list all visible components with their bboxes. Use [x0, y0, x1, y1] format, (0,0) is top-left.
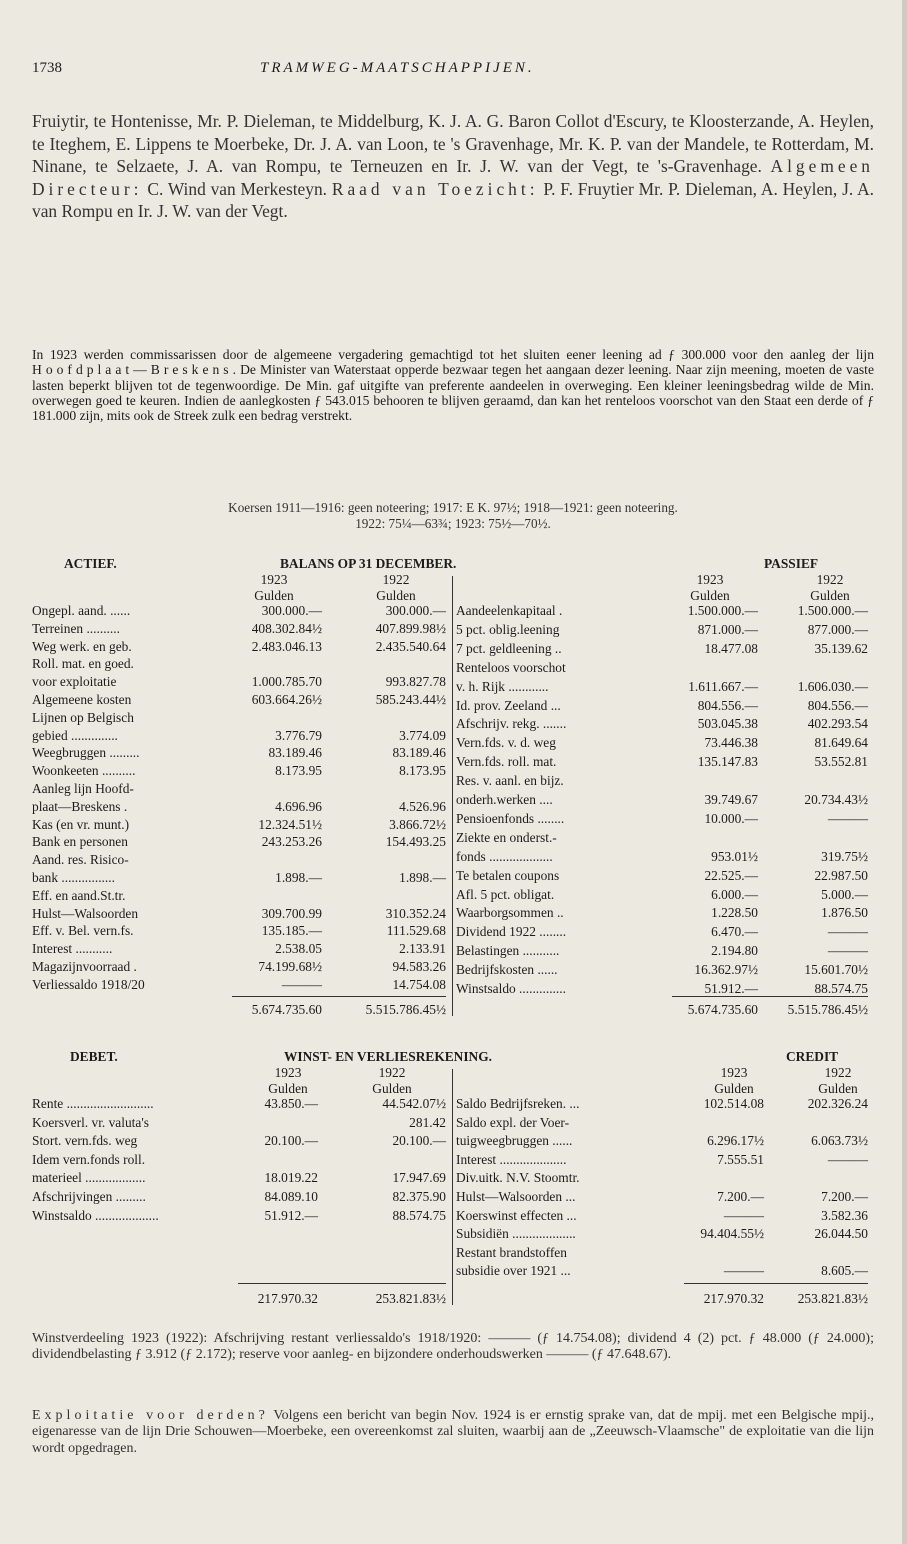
debet-value-b: 82.375.90	[392, 1189, 446, 1204]
actief-value-b: 585.243.44½	[375, 692, 446, 707]
passief-label: Belastingen ...........	[456, 943, 560, 959]
credit-label: Saldo expl. der Voer-	[456, 1114, 570, 1130]
actief-label: Interest ...........	[32, 941, 113, 957]
credit-value-a: 102.514.08	[703, 1096, 764, 1111]
passief-row	[456, 660, 868, 676]
passief-value-a: 503.045.38	[697, 716, 758, 732]
passief-label: Winstsaldo ..............	[456, 981, 566, 996]
debet-value-a: 20.100.—	[264, 1133, 318, 1149]
actief-value-a: 3.776.79	[275, 727, 322, 743]
passief-value-b: ———	[827, 943, 868, 959]
page-edge	[902, 0, 907, 1544]
credit-value-b: ———	[827, 1151, 868, 1167]
loan-note-text-b: . De Minister van Waterstaat opperde bezwaar tegen het aangaan dezer leening. Naar zijn meening, moeten de vaste lasten beperkt blijven tot de tegenwoordige. De Min. gaf uitgifte van preferente aandeelen in overweging. Een kleiner leeningsbedrag wilde de Min. overwegen goed te keuren. Indien de aanlegkosten ƒ 543.015 behooren te blijven geraamd, dan kan het renteloos voorschot van den Staat een derde of ƒ 181.000 zijn, mits ook de Streek zulk een bedrag verstrekt.	[32, 362, 874, 424]
passief-value-b: 81.649.64	[814, 735, 868, 751]
actief-value-a: 74.199.68½	[258, 959, 322, 974]
exploitation-label: Exploitatie voor derden?	[32, 1408, 269, 1423]
passief-label: v. h. Rijk ............	[456, 678, 549, 694]
pl-divider	[452, 1069, 453, 1305]
passief-row	[456, 887, 868, 903]
actief-value-a: 135.185.—	[261, 923, 322, 939]
passief-label: fonds ...................	[456, 848, 553, 864]
credit-value-b: 6.063.73½	[811, 1133, 868, 1149]
actief-row	[32, 959, 446, 975]
passief-label: 5 pct. oblig.leening	[456, 621, 560, 637]
passief-label: Vern.fds. v. d. weg	[456, 735, 556, 751]
credit-label: Koerswinst effecten ...	[456, 1207, 577, 1223]
balance-passief-year-a: 1923	[696, 572, 724, 587]
actief-label: Lijnen op Belgisch	[32, 709, 134, 725]
supervisory-text: P. F. Fruytier Mr. P. Dieleman, A. Heylen, J. A. van Rompu en Ir. J. W. van der Vegt.	[32, 178, 874, 222]
balance-actief-year-a: 1923	[260, 572, 288, 587]
credit-row	[456, 1263, 868, 1279]
loan-note	[32, 347, 874, 423]
debet-value-a: 18.019.22	[264, 1170, 318, 1186]
supervisory-label: Raad van Toezicht:	[331, 178, 539, 199]
passief-value-b: 15.601.70½	[804, 962, 868, 978]
credit-label: Subsidiën ...................	[456, 1226, 576, 1242]
debet-value-b: 88.574.75	[392, 1207, 446, 1223]
pl-right-title: CREDIT	[786, 1049, 839, 1064]
credit-row	[456, 1096, 868, 1112]
passief-row	[456, 641, 868, 657]
pl-credit-unit-b: Gulden	[818, 1081, 858, 1096]
actief-label: gebied ..............	[32, 727, 118, 743]
passief-row	[456, 943, 868, 959]
balance-rule-left	[232, 996, 446, 997]
balance-right-title: PASSIEF	[764, 556, 819, 571]
actief-value-b: 2.133.91	[399, 941, 446, 957]
balance-total-passief-a: 5.674.735.60	[687, 1002, 758, 1017]
passief-row	[456, 735, 868, 751]
balance-divider	[452, 576, 453, 1016]
pl-credit-unit-a: Gulden	[714, 1081, 754, 1096]
passief-value-b: 402.293.54	[807, 716, 868, 732]
actief-row	[32, 799, 446, 815]
credit-row	[456, 1152, 868, 1168]
passief-row	[456, 924, 868, 940]
actief-value-a: 4.696.96	[275, 798, 322, 814]
actief-row	[32, 870, 446, 886]
passief-value-b: 319.75½	[821, 848, 868, 864]
debet-label: Afschrijvingen .........	[32, 1189, 146, 1204]
actief-value-a: 408.302.84½	[251, 620, 322, 636]
passief-label: Afschrijv. rekg. .......	[456, 716, 567, 732]
debet-label: Stort. vern.fds. weg	[32, 1133, 138, 1149]
profit-loss-account	[32, 1049, 874, 1319]
actief-row	[32, 817, 446, 833]
pl-total-debet-a: 217.970.32	[257, 1291, 318, 1306]
credit-label: Saldo Bedrijfsreken. ...	[456, 1096, 580, 1111]
actief-label: Bank en personen	[32, 834, 128, 850]
pl-total-credit-a: 217.970.32	[703, 1291, 764, 1306]
debet-value-a: 51.912.—	[264, 1207, 318, 1223]
passief-value-a: 953.01½	[711, 848, 758, 864]
loan-note-text-a: In 1923 werden commissarissen door de algemeene vergadering gemachtigd tot het sluiten eener leening ad ƒ 300.000 voor den aanleg der lijn	[32, 347, 874, 362]
passief-label: Te betalen coupons	[456, 867, 560, 883]
passief-value-b: 53.552.81	[814, 754, 868, 770]
passief-row	[456, 603, 868, 619]
passief-value-a: 871.000.—	[697, 621, 758, 637]
debet-row	[32, 1133, 446, 1149]
debet-row	[32, 1096, 446, 1112]
debet-row	[32, 1208, 446, 1224]
pl-credit-year-b: 1922	[824, 1065, 852, 1080]
passief-value-a: 1.500.000.—	[687, 603, 758, 618]
passief-label: Bedrijfskosten ......	[456, 962, 558, 978]
passief-value-a: 51.912.—	[704, 981, 758, 996]
passief-label: Renteloos voorschot	[456, 659, 566, 675]
actief-row	[32, 923, 446, 939]
passief-row	[456, 792, 868, 808]
passief-value-a: 1.611.667.—	[688, 678, 758, 694]
actief-row	[32, 603, 446, 619]
passief-label: Dividend 1922 ........	[456, 924, 567, 940]
actief-label: Weegbruggen .........	[32, 745, 140, 761]
running-title: TRAMWEG-MAATSCHAPPIJEN.	[260, 60, 535, 76]
quotations	[32, 500, 874, 532]
passief-value-a: 22.525.—	[704, 867, 758, 883]
actief-row	[32, 710, 446, 726]
actief-row	[32, 745, 446, 761]
passief-label: Waarborgsommen ..	[456, 905, 564, 921]
passief-row	[456, 868, 868, 884]
balance-title: BALANS OP 31 DECEMBER.	[280, 556, 457, 571]
debet-value-a: 84.089.10	[264, 1189, 318, 1204]
passief-value-b: 877.000.—	[807, 621, 868, 637]
actief-value-a: 2.538.05	[275, 941, 322, 957]
pl-title: WINST- EN VERLIESREKENING.	[284, 1049, 492, 1064]
credit-value-a: ———	[723, 1207, 764, 1223]
credit-row	[456, 1115, 868, 1131]
pl-total-debet-b: 253.821.83½	[375, 1291, 446, 1306]
actief-label: Ongepl. aand. ......	[32, 603, 131, 618]
passief-value-b: 22.987.50	[814, 867, 868, 883]
passief-value-b: 804.556.—	[807, 697, 868, 713]
credit-label: subsidie over 1921 ...	[456, 1263, 571, 1279]
actief-label: Weg werk. en geb.	[32, 638, 132, 654]
actief-value-a: 1.000.785.70	[251, 674, 322, 690]
quotations-line-1: Koersen 1911—1916: geen noteering; 1917: E K. 97½; 1918—1921: geen noteering.	[228, 500, 678, 515]
pl-debet-year-b: 1922	[378, 1065, 406, 1080]
debet-label: Winstsaldo ...................	[32, 1207, 159, 1223]
credit-label: Div.uitk. N.V. Stoomtr.	[456, 1170, 580, 1186]
passief-value-b: 35.139.62	[814, 640, 868, 656]
actief-row	[32, 977, 446, 993]
debet-row	[32, 1115, 446, 1131]
actief-row	[32, 621, 446, 637]
actief-value-b: 83.189.46	[392, 745, 446, 761]
actief-label: Aand. res. Risico-	[32, 852, 129, 868]
credit-value-b: 202.326.24	[807, 1096, 868, 1111]
actief-label: Algemeene kosten	[32, 692, 132, 707]
credit-value-b: 7.200.—	[821, 1189, 868, 1204]
credit-value-b: 8.605.—	[821, 1263, 868, 1279]
passief-row	[456, 811, 868, 827]
passief-value-b: ———	[827, 810, 868, 826]
passief-value-b: 5.000.—	[821, 886, 868, 902]
actief-row	[32, 728, 446, 744]
actief-value-b: 3.774.09	[399, 727, 446, 743]
debet-row	[32, 1152, 446, 1168]
passief-value-a: 39.749.67	[704, 792, 758, 807]
credit-row	[456, 1133, 868, 1149]
loan-note-line: Hoofdplaat—Breskens	[32, 362, 233, 378]
credit-label: Hulst—Walsoorden ...	[456, 1189, 576, 1204]
actief-label: plaat—Breskens .	[32, 798, 128, 814]
profit-distribution-text: Winstverdeeling 1923 (1922): Afschrijving restant verliessaldo's 1918/1920: ——— (ƒ 14.754.08); dividend 4 (2) pct. ƒ 48.000 (ƒ 24.000); dividendbelasting ƒ 3.912 (ƒ 2.172); reserve voor aanleg- en bijzondere onderhoudswerken ——— (ƒ 47.648.67).	[32, 1331, 874, 1363]
passief-label: 7 pct. geldleening ..	[456, 640, 562, 656]
debet-value-a: 43.850.—	[264, 1096, 318, 1111]
actief-value-b: 3.866.72½	[389, 816, 446, 832]
passief-label: Id. prov. Zeeland ...	[456, 697, 561, 713]
debet-label: Koersverl. vr. valuta's	[32, 1114, 149, 1130]
debet-row	[32, 1189, 446, 1205]
actief-value-b: 407.899.98½	[375, 620, 446, 636]
actief-value-b: 993.827.78	[385, 674, 446, 690]
actief-value-a: 2.483.046.13	[251, 638, 322, 654]
credit-row	[456, 1189, 868, 1205]
passief-row	[456, 698, 868, 714]
actief-value-b: 111.529.68	[386, 923, 446, 939]
passief-row	[456, 830, 868, 846]
actief-row	[32, 763, 446, 779]
credit-value-a: 7.555.51	[717, 1151, 764, 1167]
passief-value-b: 20.734.43½	[804, 792, 868, 807]
actief-value-a: 309.700.99	[261, 905, 322, 921]
passief-value-a: 6.000.—	[711, 886, 758, 902]
passief-row	[456, 905, 868, 921]
passief-value-a: 804.556.—	[697, 697, 758, 713]
pl-debet-unit-a: Gulden	[268, 1081, 308, 1096]
debet-label: materieel ..................	[32, 1170, 146, 1186]
actief-value-a: 243.253.26	[261, 834, 322, 850]
actief-value-a: 8.173.95	[275, 763, 322, 779]
quotations-line-2: 1922: 75¼—63¾; 1923: 75½—70½.	[355, 516, 551, 531]
exploitation-text: Volgens een bericht van begin Nov. 1924 is er ernstig sprake van, dat de mpij. met een Belgische mpij., eigenaresse van de lijn Drie Schouwen—Moerbeke, een overeenkomst zal sluiten, waarbij aan de „Zeeuwsch-Vlaamsche" de exploitatie van die lijn wordt opgedragen.	[32, 1408, 874, 1456]
passief-label: Res. v. aanl. en bijz.	[456, 773, 564, 789]
director-label: Algemeen Directeur:	[32, 156, 874, 199]
credit-row	[456, 1170, 868, 1186]
page-number: 1738	[32, 60, 62, 76]
actief-value-b: 1.898.—	[399, 870, 446, 885]
balance-total-actief-a: 5.674.735.60	[251, 1002, 322, 1017]
passief-row	[456, 754, 868, 770]
actief-row	[32, 906, 446, 922]
credit-value-a: ———	[723, 1263, 764, 1279]
board-text: Fruiytir, te Hontenisse, Mr. P. Dieleman, te Middelburg, K. J. A. G. Baron Collot d'Escury, te Kloosterzande, A. Heylen, te Iteghem, E. Lippens te Moerbeke, Dr. J. A. van Loon, te 's Gravenhage, Mr. K. P. van der Mandele, te Rotterdam, M. Ninane, te Selzaete, J. A. van Rompu, te Terneuzen en Ir. J. W. van der Vegt, te 's-Gravenhage.	[32, 111, 874, 177]
credit-label: Interest ....................	[456, 1151, 567, 1167]
actief-value-b: 154.493.25	[385, 834, 446, 850]
actief-label: Verliessaldo 1918/20	[32, 976, 145, 992]
actief-row	[32, 656, 446, 672]
actief-value-a: 12.324.51½	[258, 816, 322, 832]
debet-value-b: 17.947.69	[392, 1170, 446, 1186]
actief-value-a: 603.664.26½	[251, 692, 322, 707]
passief-value-b: 1.500.000.—	[797, 603, 868, 618]
passief-value-a: 135.147.83	[697, 754, 758, 770]
actief-row	[32, 852, 446, 868]
actief-label: Eff. v. Bel. vern.fs.	[32, 923, 134, 939]
balance-total-actief-b: 5.515.786.45½	[365, 1002, 446, 1017]
balance-actief-year-b: 1922	[382, 572, 410, 587]
actief-value-a: 300.000.—	[261, 603, 322, 618]
actief-value-a: 1.898.—	[275, 870, 322, 885]
credit-row	[456, 1208, 868, 1224]
actief-value-b: 2.435.540.64	[375, 638, 446, 654]
actief-value-b: 4.526.96	[399, 798, 446, 814]
actief-label: Terreinen ..........	[32, 620, 120, 636]
actief-label: Magazijnvoorraad .	[32, 959, 137, 974]
credit-row	[456, 1226, 868, 1242]
credit-value-b: 3.582.36	[821, 1207, 868, 1223]
actief-row	[32, 639, 446, 655]
actief-value-b: 14.754.08	[392, 976, 446, 992]
passief-value-a: 18.477.08	[704, 640, 758, 656]
pl-rule-right	[684, 1283, 868, 1284]
actief-value-a: 83.189.46	[268, 745, 322, 761]
passief-label: Vern.fds. roll. mat.	[456, 754, 557, 770]
passief-label: Pensioenfonds ........	[456, 810, 565, 826]
actief-value-b: 94.583.26	[392, 959, 446, 974]
pl-debet-year-a: 1923	[274, 1065, 302, 1080]
actief-label: bank ................	[32, 870, 115, 885]
credit-value-a: 6.296.17½	[707, 1133, 764, 1149]
actief-row	[32, 834, 446, 850]
passief-value-a: 16.362.97½	[694, 962, 758, 978]
actief-label: Eff. en aand.St.tr.	[32, 887, 126, 903]
balance-passief-unit-a: Gulden	[690, 588, 730, 603]
balance-passief-year-b: 1922	[816, 572, 844, 587]
passief-label: Aandeelenkapitaal .	[456, 603, 563, 618]
passief-label: Afl. 5 pct. obligat.	[456, 886, 555, 902]
passief-row	[456, 622, 868, 638]
actief-row	[32, 888, 446, 904]
credit-row	[456, 1245, 868, 1261]
passief-row	[456, 679, 868, 695]
credit-label: Restant brandstoffen	[456, 1244, 567, 1260]
actief-label: voor exploitatie	[32, 674, 117, 690]
actief-label: Hulst—Walsoorden	[32, 905, 139, 921]
profit-distribution	[32, 1331, 874, 1364]
passief-value-a: 73.446.38	[704, 735, 758, 751]
actief-label: Roll. mat. en goed.	[32, 656, 134, 672]
balance-total-passief-b: 5.515.786.45½	[787, 1002, 868, 1017]
passief-value-a: 2.194.80	[711, 943, 758, 959]
actief-value-b: 310.352.24	[385, 905, 446, 921]
debet-row	[32, 1170, 446, 1186]
director-text: C. Wind van Merkesteyn.	[142, 178, 332, 199]
balance-actief-unit-b: Gulden	[376, 588, 416, 603]
debet-value-b: 281.42	[409, 1114, 446, 1130]
passief-value-b: ———	[827, 924, 868, 940]
debet-value-b: 44.542.07½	[382, 1096, 446, 1111]
pl-left-title: DEBET.	[70, 1049, 118, 1064]
passief-row	[456, 849, 868, 865]
actief-label: Aanleg lijn Hoofd-	[32, 781, 134, 796]
pl-rule-left	[238, 1283, 446, 1284]
actief-label: Kas (en vr. munt.)	[32, 816, 130, 832]
balance-passief-unit-b: Gulden	[810, 588, 850, 603]
passief-row	[456, 981, 868, 997]
actief-value-b: 8.173.95	[399, 763, 446, 779]
actief-value-a: ———	[281, 976, 322, 992]
actief-value-b: 300.000.—	[385, 603, 446, 618]
credit-value-a: 94.404.55½	[700, 1226, 764, 1242]
balance-left-title: ACTIEF.	[64, 556, 117, 571]
pl-credit-year-a: 1923	[720, 1065, 748, 1080]
passief-value-a: 6.470.—	[711, 924, 758, 940]
actief-row	[32, 692, 446, 708]
pl-total-credit-b: 253.821.83½	[797, 1291, 868, 1306]
passief-row	[456, 773, 868, 789]
passief-label: Ziekte en onderst.-	[456, 829, 557, 845]
debet-label: Idem vern.fonds roll.	[32, 1151, 146, 1167]
passief-label: onderh.werken ....	[456, 792, 553, 807]
actief-label: Woonkeeten ..........	[32, 763, 136, 779]
passief-row	[456, 962, 868, 978]
balance-actief-unit-a: Gulden	[254, 588, 294, 603]
credit-label: tuigweegbruggen ......	[456, 1133, 573, 1149]
passief-row	[456, 716, 868, 732]
passief-value-a: 1.228.50	[711, 905, 758, 921]
passief-value-b: 88.574.75	[814, 981, 868, 996]
debet-value-b: 20.100.—	[392, 1133, 446, 1149]
board-paragraph	[32, 110, 874, 223]
passief-value-b: 1.876.50	[821, 905, 868, 921]
balance-sheet	[32, 556, 874, 1036]
actief-row	[32, 674, 446, 690]
debet-label: Rente ..........................	[32, 1096, 154, 1111]
actief-row	[32, 781, 446, 797]
passief-value-a: 10.000.—	[704, 810, 758, 826]
pl-debet-unit-b: Gulden	[372, 1081, 412, 1096]
passief-value-b: 1.606.030.—	[797, 678, 868, 694]
actief-row	[32, 941, 446, 957]
credit-value-b: 26.044.50	[814, 1226, 868, 1242]
exploitation-note	[32, 1408, 874, 1457]
credit-value-a: 7.200.—	[717, 1189, 764, 1204]
